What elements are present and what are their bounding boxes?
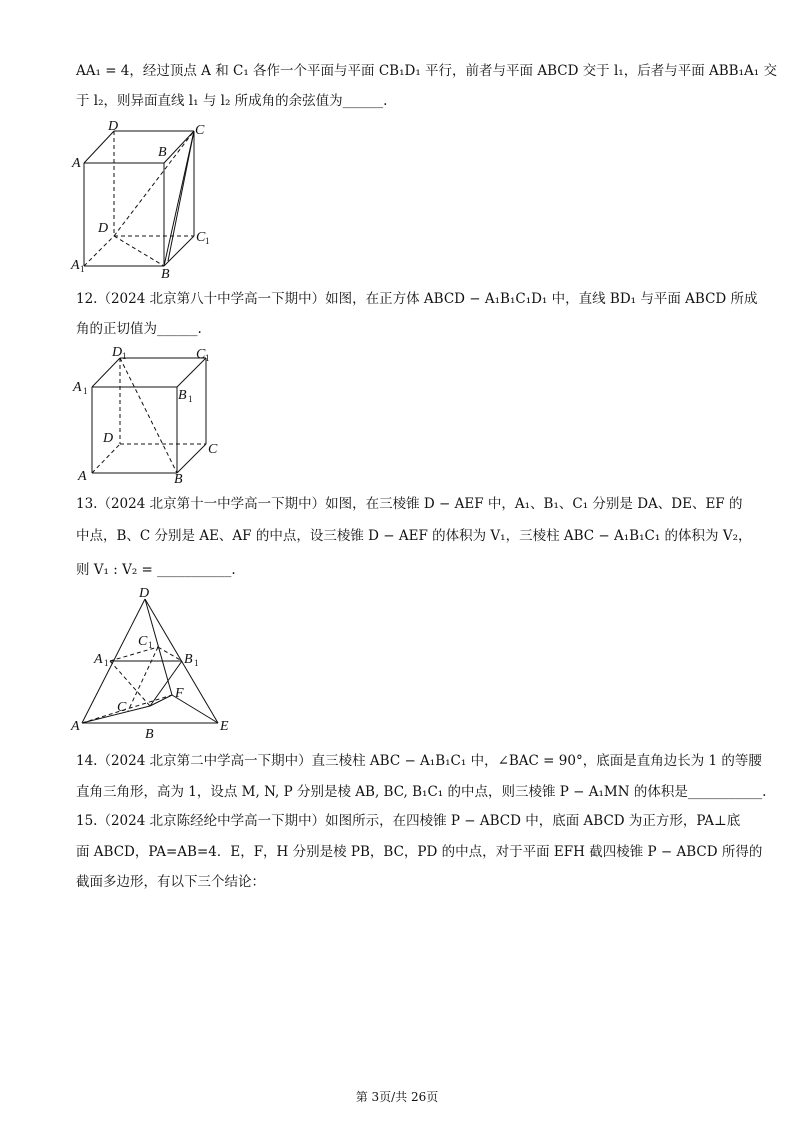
fig2-sub-C1: 1 [205,353,210,363]
fig2-label-A1: A [73,380,82,395]
text-line-1: AA₁ = 4，经过顶点 A 和 C₁ 各作一个平面与平面 CB₁D₁ 平行，前者与平面 ABCD 交于 l₁，后者与平面 ABB₁A₁ 交 [76,63,777,79]
fig2-sub-D1: 1 [122,351,127,361]
question-13-line-3: 则 V₁ : V₂ = ___________. [76,562,236,578]
fig2-label-B: B [174,472,183,484]
fig2-label-B1: B [178,388,187,403]
fig2-label-A: A [78,469,87,484]
fig1-sub-C1: 1 [205,236,210,246]
fig1-label-B-lower: B [161,267,170,280]
fig1-label-A: A [72,156,81,171]
question-15-line-3: 截面多边形，有以下三个结论： [76,874,265,890]
cube-figure-2 [70,342,230,484]
fig3-label-C: C [117,700,127,715]
fig1-label-D-lower: D [98,221,109,236]
fig3-sub-A1: 1 [104,658,109,668]
fig2-label-C1: C [196,347,206,362]
fig3-label-E: E [220,719,229,734]
question-15-line-2: 面 ABCD，PA=AB=4．E，F，H 分别是棱 PB，BC，PD 的中点，对于平面 EFH 截四棱锥 P − ABCD 所得的 [76,844,763,860]
fig2-label-D1: D [112,345,123,360]
page-footer: 第 3页/共 26页 [355,1090,439,1104]
fig3-label-D: D [139,586,150,601]
question-14-line-1: 14.（2024 北京第二中学高一下期中）直三棱柱 ABC − A₁B₁C₁ 中，∠BAC = 90°，底面是直角边长为 1 的等腰 [76,753,762,769]
fig3-label-B: B [145,727,154,741]
cube-figure-1 [70,118,220,280]
fig3-sub-C1: 1 [148,640,153,650]
fig3-sub-B1: 1 [194,658,199,668]
question-12-line-1: 12.（2024 北京第八十中学高一下期中）如图，在正方体 ABCD − A₁B₁C₁D₁ 中，直线 BD₁ 与平面 ABCD 所成 [76,291,758,307]
pyramid-figure-3 [70,583,240,741]
fig2-label-C: C [208,442,218,457]
question-12-line-2: 角的正切值为______. [76,321,202,337]
fig3-label-F: F [175,686,184,701]
fig1-label-C1: C [196,230,206,245]
fig3-label-A1: A [94,652,103,667]
fig2-sub-B1: 1 [188,394,193,404]
question-13-line-1: 13.（2024 北京第十一中学高一下期中）如图，在三棱锥 D − AEF 中，A₁、B₁、C₁ 分别是 DA、DE、EF 的 [76,496,743,512]
question-13-line-2: 中点，B、C 分别是 AE、AF 的中点，设三棱锥 D − AEF 的体积为 V₁，三棱柱 ABC − A₁B₁C₁ 的体积为 V₂， [76,528,752,544]
fig2-label-D: D [103,431,114,446]
fig1-label-D: D [108,119,119,134]
fig3-label-C1: C [138,634,148,649]
text-line-2: 于 l₂，则异面直线 l₁ 与 l₂ 所成角的余弦值为______. [76,93,388,109]
fig2-sub-A1: 1 [83,386,88,396]
fig3-label-B1: B [184,652,193,667]
fig1-sub-A1: 1 [80,264,85,274]
fig1-label-B: B [158,145,167,160]
fig1-label-A1: A [71,258,80,273]
fig1-label-C: C [195,123,205,138]
fig3-label-A: A [71,719,80,734]
question-15-line-1: 15.（2024 北京陈经纶中学高一下期中）如图所示，在四棱锥 P − ABCD 中，底面 ABCD 为正方形，PA⊥底 [76,813,741,829]
question-14-line-2: 直角三角形，高为 1，设点 M, N, P 分别是棱 AB, BC, B₁C₁ 的中点，则三棱锥 P − A₁MN 的体积是___________. [76,784,767,800]
